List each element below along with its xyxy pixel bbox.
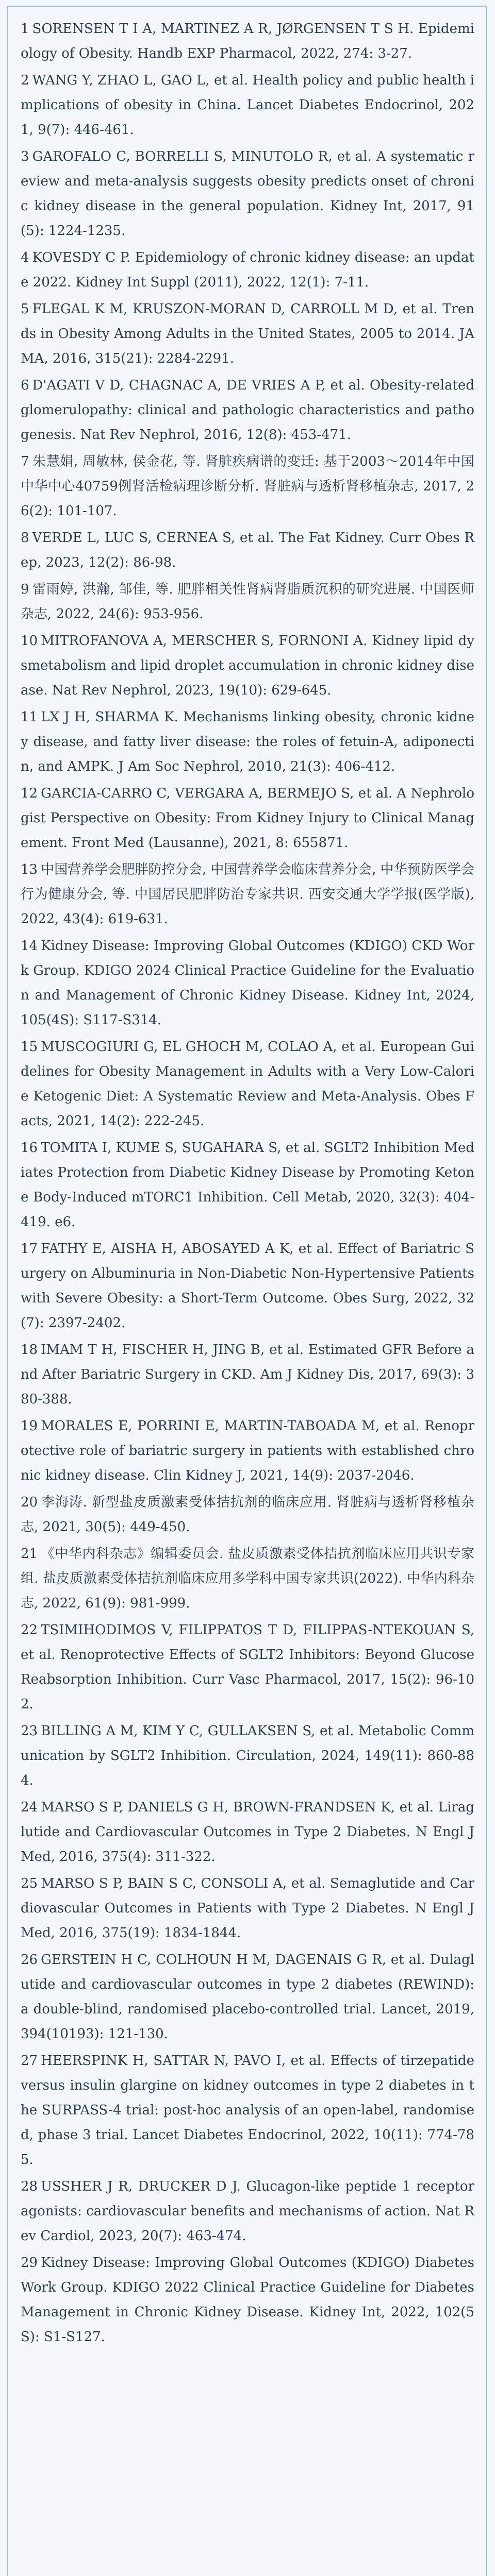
reference-text: GARCIA-CARRO C, VERGARA A, BERMEJO S, et al. A Nephrologist Perspective on Obesity: From Kidney Injury to Clinical Management. Front Med (Lausanne), 2021, 8: 655871. [21, 786, 474, 851]
reference-text: MITROFANOVA A, MERSCHER S, FORNONI A. Kidney lipid dysmetabolism and lipid droplet accumulation in chronic kidney disease. Nat Rev Nephrol, 2023, 19(10): 629-645. [21, 633, 474, 698]
reference-text: 朱慧娟, 周敏林, 侯金花, 等. 肾脏疾病谱的变迁: 基于2003～2014年中国中华中心40759例肾活检病理诊断分析. 肾脏病与透析肾移植杂志, 2017, 26(2): 101-107. [21, 454, 474, 519]
reference-number: 3 [21, 149, 29, 164]
reference-number: 14 [21, 938, 38, 954]
reference-text: BILLING A M, KIM Y C, GULLAKSEN S, et al. Metabolic Communication by SGLT2 Inhibition. Circulation, 2024, 149(11): 860-884. [21, 1723, 474, 1788]
reference-item [21, 2048, 474, 2172]
reference-text: TOMITA I, KUME S, SUGAHARA S, et al. SGLT2 Inhibition Mediates Protection from Diabetic Kidney Disease by Promoting Ketone Body-Induced mTORC1 Inhibition. Cell Metab, 2020, 32(3): 404-419. e6. [21, 1140, 474, 1230]
reference-text: TSIMIHODIMOS V, FILIPPATOS T D, FILIPPAS-NTEKOUAN S, et al. Renoprotective Effects of SGLT2 Inhibitors: Beyond Glucose Reabsorption Inhibition. Curr Vasc Pharmacol, 2017, 15(2): 96-102. [21, 1622, 474, 1712]
reference-number: 6 [21, 378, 29, 393]
reference-item [21, 705, 474, 779]
reference-item [21, 1414, 474, 1488]
reference-item [21, 1618, 474, 1717]
reference-item [21, 857, 474, 931]
reference-number: 23 [21, 1723, 38, 1739]
reference-item [21, 68, 474, 142]
reference-item [21, 1136, 474, 1234]
reference-number: 2 [21, 73, 29, 88]
reference-text: 李海涛. 新型盐皮质激素受体拮抗剂的临床应用. 肾脏病与透析肾移植杂志, 2021, 30(5): 449-450. [21, 1495, 474, 1535]
reference-number: 7 [21, 454, 29, 469]
reference-number: 11 [21, 709, 38, 725]
reference-text: MARSO S P, DANIELS G H, BROWN-FRANDSEN K, et al. Liraglutide and Cardiovascular Outcomes in Type 2 Diabetes. N Engl J Med, 2016, 375(4): 311-322. [21, 1800, 474, 1865]
reference-number: 10 [21, 633, 38, 649]
reference-text: GAROFALO C, BORRELLI S, MINUTOLO R, et al. A systematic review and meta-analysis suggests obesity predicts onset of chronic kidney disease in the general population. Kidney Int, 2017, 91(5): 1224-1235. [21, 149, 474, 239]
reference-item [21, 1035, 474, 1133]
reference-item [21, 629, 474, 703]
reference-item [21, 297, 474, 371]
reference-item [21, 1719, 474, 1793]
reference-number: 8 [21, 530, 29, 546]
reference-text: SORENSEN T I A, MARTINEZ A R, JØRGENSEN T S H. Epidemiology of Obesity. Handb EXP Pharmacol, 2022, 274: 3-27. [21, 21, 474, 61]
reference-number: 17 [21, 1241, 38, 1257]
reference-item [21, 526, 474, 575]
reference-text: MUSCOGIURI G, EL GHOCH M, COLAO A, et al. European Guidelines for Obesity Management in Adults with a Very Low-Calorie Ketogenic Diet: A Systematic Review and Meta-Analysis. Obes Facts, 2021, 14(2): 222-245. [21, 1039, 474, 1129]
reference-text: HEERSPINK H, SATTAR N, PAVO I, et al. Effects of tirzepatide versus insulin glargine on kidney outcomes in type 2 diabetes in the SURPASS-4 trial: post-hoc analysis of an open-label, randomised, phase 3 trial. Lancet Diabetes Endocrinol, 2022, 10(11): 774-785. [21, 2053, 474, 2167]
reference-text: MORALES E, PORRINI E, MARTIN-TABOADA M, et al. Renoprotective role of bariatric surgery in patients with established chronic kidney disease. Clin Kidney J, 2021, 14(9): 2037-2046. [21, 1418, 474, 1483]
reference-item [21, 1490, 474, 1539]
reference-number: 27 [21, 2053, 38, 2069]
reference-text: D'AGATI V D, CHAGNAC A, DE VRIES A P, et al. Obesity-related glomerulopathy: clinical and pathologic characteristics and pathogenesis. Nat Rev Nephrol, 2016, 12(8): 453-471. [21, 378, 474, 443]
reference-item [21, 1236, 474, 1335]
reference-item [21, 2174, 474, 2248]
reference-text: 雷雨婷, 洪瀚, 邹佳, 等. 肥胖相关性肾病肾脂质沉积的研究进展. 中国医师杂志, 2022, 24(6): 953-956. [21, 582, 474, 622]
reference-number: 18 [21, 1342, 38, 1358]
reference-text: USSHER J R, DRUCKER D J. Glucagon-like peptide 1 receptor agonists: cardiovascular benefits and mechanisms of action. Nat Rev Cardiol, 2023, 20(7): 463-474. [21, 2179, 474, 2244]
reference-text: FLEGAL K M, KRUSZON-MORAN D, CARROLL M D, et al. Trends in Obesity Among Adults in the United States, 2005 to 2014. JAMA, 2016, 315(21): 2284-2291. [21, 301, 474, 366]
reference-item [21, 1337, 474, 1412]
reference-text: WANG Y, ZHAO L, GAO L, et al. Health policy and public health implications of obesity in China. Lancet Diabetes Endocrinol, 2021, 9(7): 446-461. [21, 73, 474, 138]
reference-text: LX J H, SHARMA K. Mechanisms linking obesity, chronic kidney disease, and fatty liver disease: the roles of fetuin-A, adiponectin, and AMPK. J Am Soc Nephrol, 2010, 21(3): 406-412. [21, 709, 474, 774]
reference-item [21, 1871, 474, 1945]
reference-number: 20 [21, 1495, 38, 1510]
reference-number: 4 [21, 250, 29, 265]
reference-item [21, 144, 474, 243]
reference-item [21, 2250, 474, 2349]
reference-item [21, 373, 474, 447]
reference-number: 26 [21, 1952, 38, 1968]
reference-text: KOVESDY C P. Epidemiology of chronic kidney disease: an update 2022. Kidney Int Suppl (2011), 2022, 12(1): 7-11. [21, 250, 474, 290]
reference-text: IMAM T H, FISCHER H, JING B, et al. Estimated GFR Before and After Bariatric Surgery in CKD. Am J Kidney Dis, 2017, 69(3): 380-388. [21, 1342, 474, 1407]
reference-number: 15 [21, 1039, 38, 1055]
reference-number: 22 [21, 1622, 38, 1638]
reference-item [21, 16, 474, 66]
reference-item [21, 781, 474, 855]
reference-item [21, 449, 474, 523]
reference-item [21, 934, 474, 1032]
reference-text: 中国营养学会肥胖防控分会, 中国营养学会临床营养分会, 中华预防医学会行为健康分会, 等. 中国居民肥胖防治专家共识. 西安交通大学学报(医学版), 2022, 43(4): 619-631. [21, 862, 474, 927]
reference-item [21, 1541, 474, 1616]
reference-item [21, 245, 474, 295]
reference-text: MARSO S P, BAIN S C, CONSOLI A, et al. Semaglutide and Cardiovascular Outcomes in Patients with Type 2 Diabetes. N Engl J Med, 2016, 375(19): 1834-1844. [21, 1876, 474, 1941]
reference-number: 21 [21, 1546, 38, 1562]
reference-number: 19 [21, 1418, 38, 1434]
reference-item [21, 1795, 474, 1869]
reference-text: FATHY E, AISHA H, ABOSAYED A K, et al. Effect of Bariatric Surgery on Albuminuria in Non-Diabetic Non-Hypertensive Patients with Severe Obesity: a Short-Term Outcome. Obes Surg, 2022, 32(7): 2397-2402. [21, 1241, 474, 1331]
reference-number: 16 [21, 1140, 38, 1156]
reference-text: Kidney Disease: Improving Global Outcomes (KDIGO) Diabetes Work Group. KDIGO 2022 Clinical Practice Guideline for Diabetes Management in Chronic Kidney Disease. Kidney Int, 2022, 102(5S): S1-S127. [21, 2255, 474, 2345]
reference-number: 1 [21, 21, 29, 37]
reference-number: 9 [21, 582, 29, 597]
reference-list [21, 16, 474, 2349]
reference-text: VERDE L, LUC S, CERNEA S, et al. The Fat Kidney. Curr Obes Rep, 2023, 12(2): 86-98. [21, 530, 474, 570]
reference-text: 《中华内科杂志》编辑委员会. 盐皮质激素受体拮抗剂临床应用共识专家组. 盐皮质激素受体拮抗剂临床应用多学科中国专家共识(2022). 中华内科杂志, 2022, 61(9): 981-999. [21, 1546, 474, 1611]
reference-number: 5 [21, 301, 29, 317]
reference-number: 28 [21, 2179, 38, 2194]
reference-number: 12 [21, 786, 38, 801]
reference-number: 29 [21, 2255, 38, 2270]
reference-item [21, 1947, 474, 2046]
reference-item [21, 577, 474, 626]
reference-number: 24 [21, 1800, 38, 1815]
reference-number: 13 [21, 862, 38, 877]
reference-number: 25 [21, 1876, 38, 1891]
reference-text: GERSTEIN H C, COLHOUN H M, DAGENAIS G R, et al. Dulaglutide and cardiovascular outcomes in type 2 diabetes (REWIND): a double-blind, randomised placebo-controlled trial. Lancet, 2019, 394(10193): 121-130. [21, 1952, 474, 2042]
reference-text: Kidney Disease: Improving Global Outcomes (KDIGO) CKD Work Group. KDIGO 2024 Clinical Practice Guideline for the Evaluation and Management of Chronic Kidney Disease. Kidney Int, 2024, 105(4S): S117-S314. [21, 938, 474, 1028]
